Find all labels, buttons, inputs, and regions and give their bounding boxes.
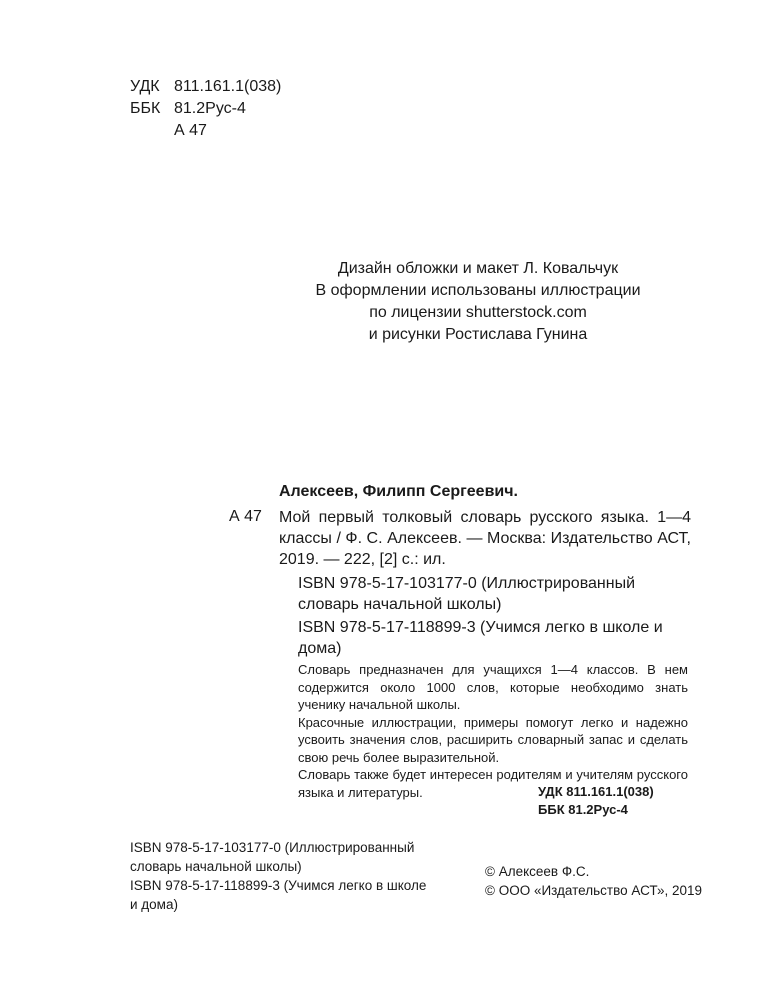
udk-value: 811.161.1(038)	[174, 78, 282, 95]
copyright-block	[485, 862, 702, 900]
bbk-label: ББК	[130, 100, 161, 117]
copyright-author: © Алексеев Ф.С.	[485, 864, 590, 879]
udk-label: УДК	[130, 78, 160, 95]
credits-line: В оформлении использованы иллюстрации	[315, 282, 641, 299]
bottom-isbn-block	[130, 838, 430, 914]
card-author: Алексеев, Филипп Сергеевич.	[279, 483, 518, 500]
bottom-isbn-1: ISBN 978-5-17-103177-0 (Иллюстрированный словарь начальной школы)	[130, 840, 415, 874]
annotation-paragraph: Красочные иллюстрации, примеры помогут легко и надежно усвоить значения слов, расширить словарный запас и сделать свою речь более выразительной.	[298, 714, 688, 765]
card-annotation	[298, 661, 688, 801]
card-isbn-2: ISBN 978-5-17-118899-3 (Учимся легко в школе и дома)	[298, 619, 663, 657]
annotation-paragraph: Словарь также будет интересен родителям и учителям русского языка и литературы.	[298, 767, 688, 800]
author-code: А 47	[174, 122, 207, 139]
card-author-code: А 47	[229, 508, 262, 525]
bottom-isbn-2: ISBN 978-5-17-118899-3 (Учимся легко в школе и дома)	[130, 878, 427, 912]
card-udk-bbk	[538, 783, 654, 819]
credits	[298, 258, 658, 346]
card-udk-line: УДК 811.161.1(038)	[538, 784, 654, 799]
classification-block	[130, 76, 281, 142]
card-description: Мой первый толковый словарь русского языка. 1—4 классы / Ф. С. Алексеев. — Москва: Издательство АСТ, 2019. — 222, [2] с.: ил.	[279, 509, 691, 568]
credits-line: Дизайн обложки и макет Л. Ковальчук	[337, 260, 619, 277]
copyright-publisher: © ООО «Издательство АСТ», 2019	[485, 883, 703, 898]
credits-line: по лицензии shutterstock.com	[369, 304, 587, 321]
bbk-value: 81.2Рус-4	[174, 100, 246, 117]
card-isbn-1: ISBN 978-5-17-103177-0 (Иллюстрированный словарь начальной школы)	[298, 575, 636, 613]
card-bbk-line: ББК 81.2Рус-4	[538, 802, 628, 817]
credits-line: и рисунки Ростислава Гунина	[368, 326, 588, 343]
annotation-paragraph: Словарь предназначен для учащихся 1—4 классов. В нем содержится около 1000 слов, которые необходимо знать ученику начальной школы.	[298, 662, 688, 712]
